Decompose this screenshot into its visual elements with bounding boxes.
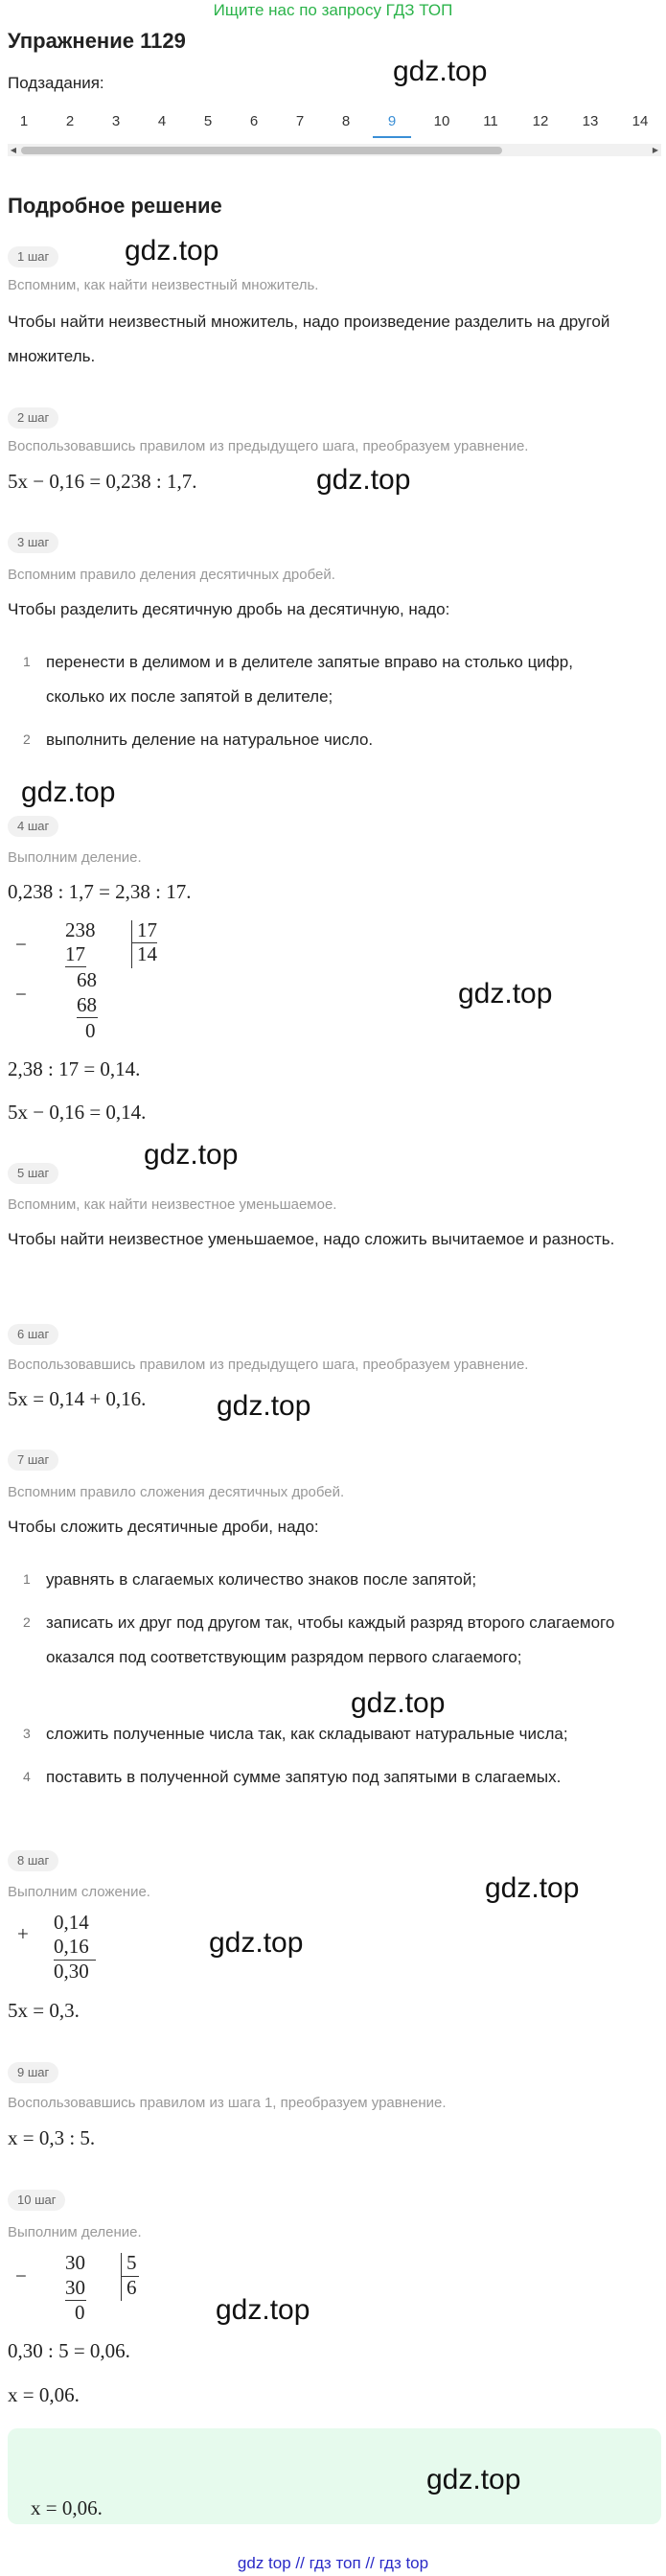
list-item: уравнять в слагаемых количество знаков после запятой; xyxy=(46,1570,477,1589)
addend: 0,16 xyxy=(54,1935,89,1958)
watermark: gdz.top xyxy=(209,1927,304,1959)
tabs-scrollbar[interactable] xyxy=(8,144,661,156)
scroll-left-icon[interactable]: ◀ xyxy=(10,146,17,154)
division-line xyxy=(65,966,86,967)
step-hint-6: Воспользовавшись правилом из предыдущего шага, преобразуем уравнение. xyxy=(8,1357,529,1373)
plus-sign: + xyxy=(17,1922,29,1945)
tab-11[interactable]: 11 xyxy=(483,113,498,129)
divisor-bar xyxy=(131,920,132,968)
step-hint-4: Выполним деление. xyxy=(8,849,142,866)
watermark: gdz.top xyxy=(393,56,488,87)
step-hint-7: Вспомним правило сложения десятичных дробей. xyxy=(8,1484,345,1500)
list-number: 3 xyxy=(23,1726,31,1741)
list-number: 2 xyxy=(23,1614,31,1630)
dividend: 238 xyxy=(65,918,96,941)
watermark: gdz.top xyxy=(125,235,219,267)
tab-2[interactable]: 2 xyxy=(65,113,75,129)
page-title: Упражнение 1129 xyxy=(8,29,186,53)
step-badge-7: 7 шаг xyxy=(8,1450,58,1471)
minus-sign: − xyxy=(15,933,27,956)
scroll-thumb[interactable] xyxy=(21,147,502,154)
step-math-10a: 0,30 : 5 = 0,06. xyxy=(8,2339,130,2362)
minus-sign: − xyxy=(15,2264,27,2287)
step-badge-1: 1 шаг xyxy=(8,246,58,267)
tab-5[interactable]: 5 xyxy=(203,113,213,129)
step-hint-3: Вспомним правило деления десятичных дробей. xyxy=(8,567,335,583)
list-number: 4 xyxy=(23,1769,31,1784)
step-text-1: Чтобы найти неизвестный множитель, надо произведение разделить на другой множитель. xyxy=(8,313,610,365)
step-math-2: 5x − 0,16 = 0,238 : 1,7. xyxy=(8,470,197,493)
list-item: выполнить деление на натуральное число. xyxy=(46,731,374,749)
tab-1[interactable]: 1 xyxy=(19,113,29,129)
scroll-right-icon[interactable]: ▶ xyxy=(652,146,659,154)
step-badge-4: 4 шаг xyxy=(8,816,58,837)
dividend: 30 xyxy=(65,2251,85,2274)
step-badge-8: 8 шаг xyxy=(8,1850,58,1871)
step-math-6: 5x = 0,14 + 0,16. xyxy=(8,1387,147,1410)
tab-10[interactable]: 10 xyxy=(433,113,450,129)
tab-14[interactable]: 14 xyxy=(632,113,649,129)
step-math-4b: 2,38 : 17 = 0,14. xyxy=(8,1057,141,1080)
quotient: 14 xyxy=(137,942,157,965)
watermark: gdz.top xyxy=(485,1872,580,1904)
answer-math: x = 0,06. xyxy=(31,2496,103,2519)
step-hint-10: Выполним деление. xyxy=(8,2224,142,2240)
subtrahend: 17 xyxy=(65,942,85,965)
step-badge-9: 9 шаг xyxy=(8,2062,58,2083)
step-badge-10: 10 шаг xyxy=(8,2190,65,2211)
step-math-8: 5x = 0,3. xyxy=(8,1999,80,2022)
list-item: поставить в полученной сумме запятую под запятыми в слагаемых. xyxy=(46,1768,562,1786)
watermark: gdz.top xyxy=(458,978,553,1010)
answer-box xyxy=(8,2428,661,2524)
step-badge-5: 5 шаг xyxy=(8,1163,58,1184)
step-math-4a: 0,238 : 1,7 = 2,38 : 17. xyxy=(8,880,192,903)
tab-6[interactable]: 6 xyxy=(249,113,259,129)
tab-12[interactable]: 12 xyxy=(532,113,549,129)
list-item: сложить полученные числа так, как складывают натуральные числа; xyxy=(46,1725,568,1743)
remainder: 0 xyxy=(75,2301,85,2324)
subtask-tabs xyxy=(0,107,666,146)
sum: 0,30 xyxy=(54,1960,89,1983)
watermark: gdz.top xyxy=(144,1139,239,1171)
step-text-7: Чтобы сложить десятичные дроби, надо: xyxy=(8,1518,319,1536)
list-number: 1 xyxy=(23,654,31,669)
list-number: 2 xyxy=(23,731,31,747)
list-item: перенести в делимом и в делителе запятые вправо на столько цифр, сколько их после запятой в делителе; xyxy=(46,653,573,706)
tab-8[interactable]: 8 xyxy=(341,113,351,129)
tab-13[interactable]: 13 xyxy=(582,113,599,129)
remainder: 0 xyxy=(85,1019,96,1042)
list-item: записать их друг под другом так, чтобы каждый разряд второго слагаемого оказался под соответствующим разрядом первого слагаемого; xyxy=(46,1613,615,1666)
watermark: gdz.top xyxy=(316,464,411,496)
remainder: 68 xyxy=(77,968,97,991)
watermark: gdz.top xyxy=(426,2464,521,2495)
step-badge-6: 6 шаг xyxy=(8,1324,58,1345)
step-math-10b: x = 0,06. xyxy=(8,2383,80,2406)
step-hint-2: Воспользовавшись правилом из предыдущего шага, преобразуем уравнение. xyxy=(8,438,529,454)
tab-4[interactable]: 4 xyxy=(157,113,167,129)
step-hint-5: Вспомним, как найти неизвестное уменьшаемое. xyxy=(8,1196,337,1213)
tab-9[interactable]: 9 xyxy=(373,107,411,138)
watermark: gdz.top xyxy=(217,1390,311,1422)
step-badge-3: 3 шаг xyxy=(8,532,58,553)
watermark: gdz.top xyxy=(21,777,116,808)
quotient: 6 xyxy=(126,2276,137,2299)
subtrahend: 30 xyxy=(65,2276,85,2299)
top-banner: Ищите нас по запросу ГДЗ ТОП xyxy=(213,1,453,19)
division-line xyxy=(77,1017,98,1018)
watermark: gdz.top xyxy=(351,1687,446,1719)
step-text-3: Чтобы разделить десятичную дробь на десятичную, надо: xyxy=(8,600,450,618)
list-number: 1 xyxy=(23,1571,31,1587)
subtrahend: 68 xyxy=(77,993,97,1016)
step-math-4c: 5x − 0,16 = 0,14. xyxy=(8,1101,147,1124)
divisor-bar xyxy=(121,2253,122,2301)
step-hint-1: Вспомним, как найти неизвестный множитель. xyxy=(8,277,319,293)
addend: 0,14 xyxy=(54,1911,89,1934)
divisor: 17 xyxy=(137,918,157,941)
subtasks-label: Подзадания: xyxy=(8,74,104,92)
step-badge-2: 2 шаг xyxy=(8,407,58,429)
step-text-5: Чтобы найти неизвестное уменьшаемое, надо сложить вычитаемое и разность. xyxy=(8,1230,615,1248)
step-hint-9: Воспользовавшись правилом из шага 1, преобразуем уравнение. xyxy=(8,2095,447,2111)
tab-7[interactable]: 7 xyxy=(295,113,305,129)
section-title: Подробное решение xyxy=(8,194,222,218)
step-hint-8: Выполним сложение. xyxy=(8,1884,150,1900)
footer-links[interactable]: gdz top // гдз топ // гдз top xyxy=(237,2554,429,2572)
divisor: 5 xyxy=(126,2251,137,2274)
watermark: gdz.top xyxy=(216,2294,310,2326)
step-math-9: x = 0,3 : 5. xyxy=(8,2126,96,2149)
minus-sign: − xyxy=(15,983,27,1006)
tab-3[interactable]: 3 xyxy=(111,113,121,129)
